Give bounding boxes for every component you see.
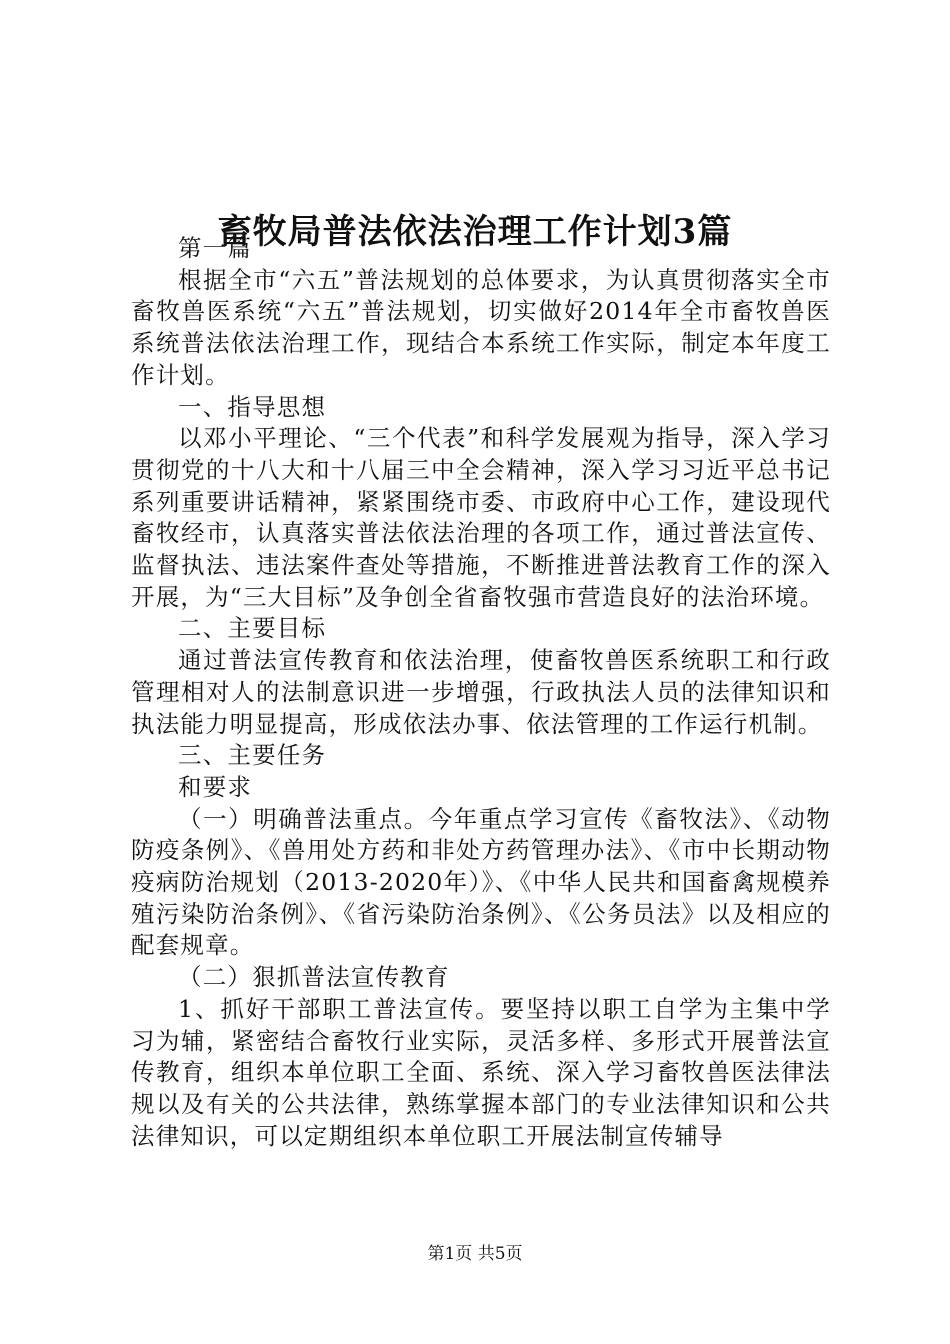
subsection-heading: （二）狠抓普法宣传教育 bbox=[178, 963, 450, 992]
document-body bbox=[131, 233, 831, 1152]
section-label: 第一篇 bbox=[178, 234, 253, 262]
document-title: 畜牧局普法依法治理工作计划3篇 bbox=[217, 211, 733, 252]
body-paragraph: （一）明确普法重点。今年重点学习宣传《畜牧法》、《动物防疫条例》、《兽用处方药和非处方药管理办法》、《市中长期动物疫病防治规划（2013-2020年）》、《中华人民共和国畜禽规模养殖污染防治条例》、《省污染防治条例》、《公务员法》以及相应的配套规章。 bbox=[131, 804, 831, 960]
body-paragraph: 通过普法宣传教育和依法治理，使畜牧兽医系统职工和行政管理相对人的法制意识进一步增强，行政执法人员的法律知识和执法能力明显提高，形成依法办事、依法管理的工作运行机制。 bbox=[131, 646, 831, 738]
section-heading: 三、主要任务 bbox=[178, 741, 327, 770]
section-heading: 二、主要目标 bbox=[178, 614, 327, 643]
section-heading: 一、指导思想 bbox=[178, 392, 327, 421]
body-paragraph: 以邓小平理论、“三个代表”和科学发展观为指导，深入学习贯彻党的十八大和十八届三中全会精神，深入学习习近平总书记系列重要讲话精神，紧紧围绕市委、市政府中心工作，建设现代畜牧经市，认真落实普法依法治理的各项工作，通过普法宣传、监督执法、违法案件查处等措施，不断推进普法教育工作的深入开展，为“三大目标”及争创全省畜牧强市营造良好的法治环境。 bbox=[131, 424, 831, 611]
body-paragraph: 根据全市“六五”普法规划的总体要求，为认真贯彻落实全市畜牧兽医系统“六五”普法规划，切实做好2014年全市畜牧兽医系统普法依法治理工作，现结合本系统工作实际，制定本年度工作计划。 bbox=[131, 265, 831, 389]
page-footer: 第1页 共5页 bbox=[427, 1244, 523, 1264]
body-paragraph: 1、抓好干部职工普法宣传。要坚持以职工自学为主集中学习为辅，紧密结合畜牧行业实际，灵活多样、多形式开展普法宣传教育，组织本单位职工全面、系统、深入学习畜牧兽医法律法规以及有关的公共法律，熟练掌握本部门的专业法律知识和公共法律知识，可以定期组织本单位职工开展法制宣传辅导 bbox=[131, 994, 831, 1150]
section-heading-continuation: 和要求 bbox=[178, 772, 253, 801]
